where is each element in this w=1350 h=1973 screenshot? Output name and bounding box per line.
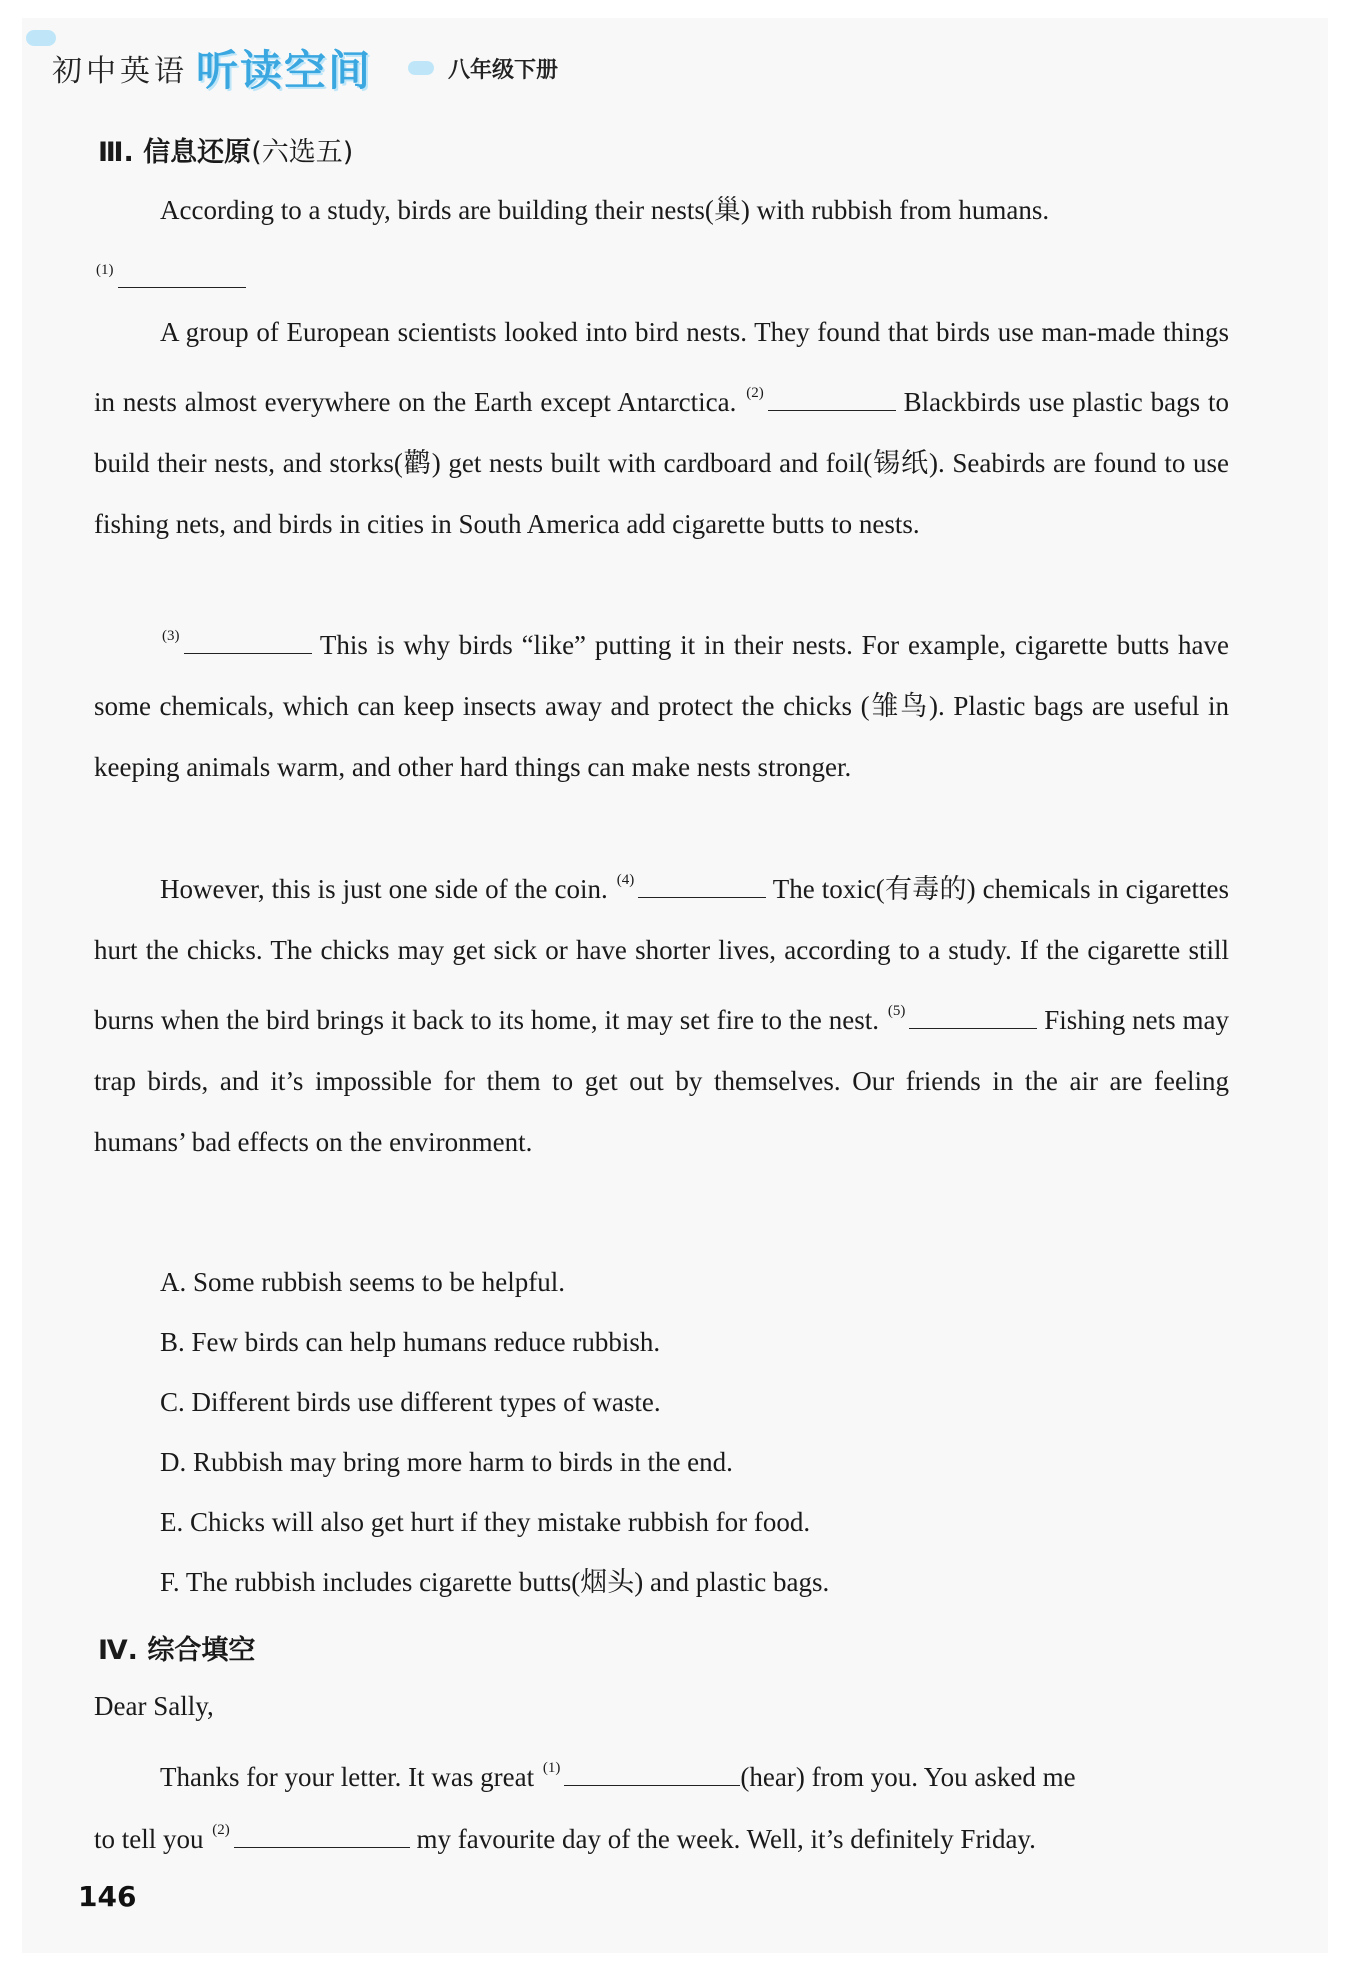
paragraph-1-text: According to a study, birds are building their nests(巢) with rubbish from humans. (160, 195, 1050, 225)
option-d: D. Rubbish may bring more harm to birds in the end. (160, 1447, 733, 1477)
blank-number-5: (5) (887, 1003, 906, 1019)
answer-blank-2[interactable] (768, 388, 896, 411)
paragraph-1 (94, 180, 1229, 241)
paragraph-3-text: This is why birds “like” putting it in their nests. For example, cigarette butts have some chemicals, which can keep insects away and protect the chicks (雏鸟). Plastic bags are useful in keeping animals warm, and other hard things can make nests stronger. (94, 630, 1229, 782)
letter-line-1-text-b: (hear) from you. You asked me (740, 1762, 1076, 1792)
page-number: 146 (78, 1880, 137, 1913)
letter-line-2-text-a: to tell you (94, 1824, 204, 1854)
paragraph-4-text-c: Fishing nets may trap birds, and it’s impossible for them to get out by themselves. Our friends in the air are feeling humans’ bad effects on the environment. (94, 1005, 1230, 1157)
blank-line-1 (94, 240, 1229, 310)
letter-line-1-text-a: Thanks for your letter. It was great (160, 1762, 535, 1792)
paragraph-2 (94, 302, 1229, 555)
fill-blank-2[interactable] (234, 1825, 410, 1848)
option-b: B. Few birds can help humans reduce rubbish. (160, 1327, 661, 1357)
blank-number-2: (2) (746, 385, 764, 401)
letter-greeting (94, 1676, 1229, 1737)
option-a: A. Some rubbish seems to be helpful. (160, 1267, 565, 1297)
answer-blank-3[interactable] (184, 631, 312, 654)
book-header (52, 38, 558, 98)
section-3-heading: Ⅲ. 信息还原 (98, 137, 252, 168)
fill-blank-number-1: (1) (542, 1760, 561, 1776)
cloud-small-icon (408, 61, 434, 75)
option-c: C. Different birds use different types of waste. (160, 1387, 661, 1417)
letter-line-2-text-b: my favourite day of the week. Well, it’s definitely Friday. (416, 1824, 1036, 1854)
paragraph-4-text-b: The toxic(有毒的) chemicals in cigarettes hurt the chicks. The chicks may get sick or have shorter lives, according to a study. If the cigarette still burns when the bird brings it back to its home, it may set fire to the nest. (94, 874, 1230, 1035)
series-title: 初中英语 (52, 54, 188, 89)
answer-blank-5[interactable] (909, 1006, 1037, 1029)
paragraph-3 (94, 606, 1229, 798)
option-e: E. Chicks will also get hurt if they mistake rubbish for food. (160, 1507, 811, 1537)
paragraph-4 (94, 850, 1229, 1173)
option-f: F. The rubbish includes cigarette butts(烟头) and plastic bags. (160, 1567, 830, 1597)
section-3-title (98, 130, 353, 169)
blank-number-3: (3) (162, 628, 180, 644)
section-4-title: Ⅳ. 综合填空 (98, 1635, 256, 1666)
section-3-subtitle: (六选五) (251, 137, 354, 168)
letter-line-1 (94, 1738, 1229, 1808)
paragraph-2-text: A group of European scientists looked into bird nests. They found that birds use man-made things in nests almost everywhere on the Earth except Antarctica. (94, 317, 1229, 417)
greeting-text: Dear Sally, (94, 1691, 214, 1721)
blank-number-1: (1) (96, 262, 114, 278)
fill-blank-number-2: (2) (212, 1822, 230, 1838)
answer-blank-1[interactable] (118, 265, 246, 288)
blank-number-4: (4) (616, 872, 635, 888)
fill-blank-1[interactable] (564, 1763, 740, 1786)
grade-label: 八年级下册 (448, 57, 559, 83)
brand-title: 听读空间 (196, 46, 373, 95)
paragraph-4-text-a: However, this is just one side of the coin. (160, 874, 608, 904)
paragraph-2-continued: Blackbirds use plastic bags to build their nests, and storks(鹳) get nests built with cardboard and foil(锡纸). Seabirds are found to use fishing nets, and birds in cities in South America add cigarette butts to nests. (94, 387, 1229, 539)
letter-line-2 (94, 1800, 1229, 1870)
answer-blank-4[interactable] (638, 875, 766, 898)
